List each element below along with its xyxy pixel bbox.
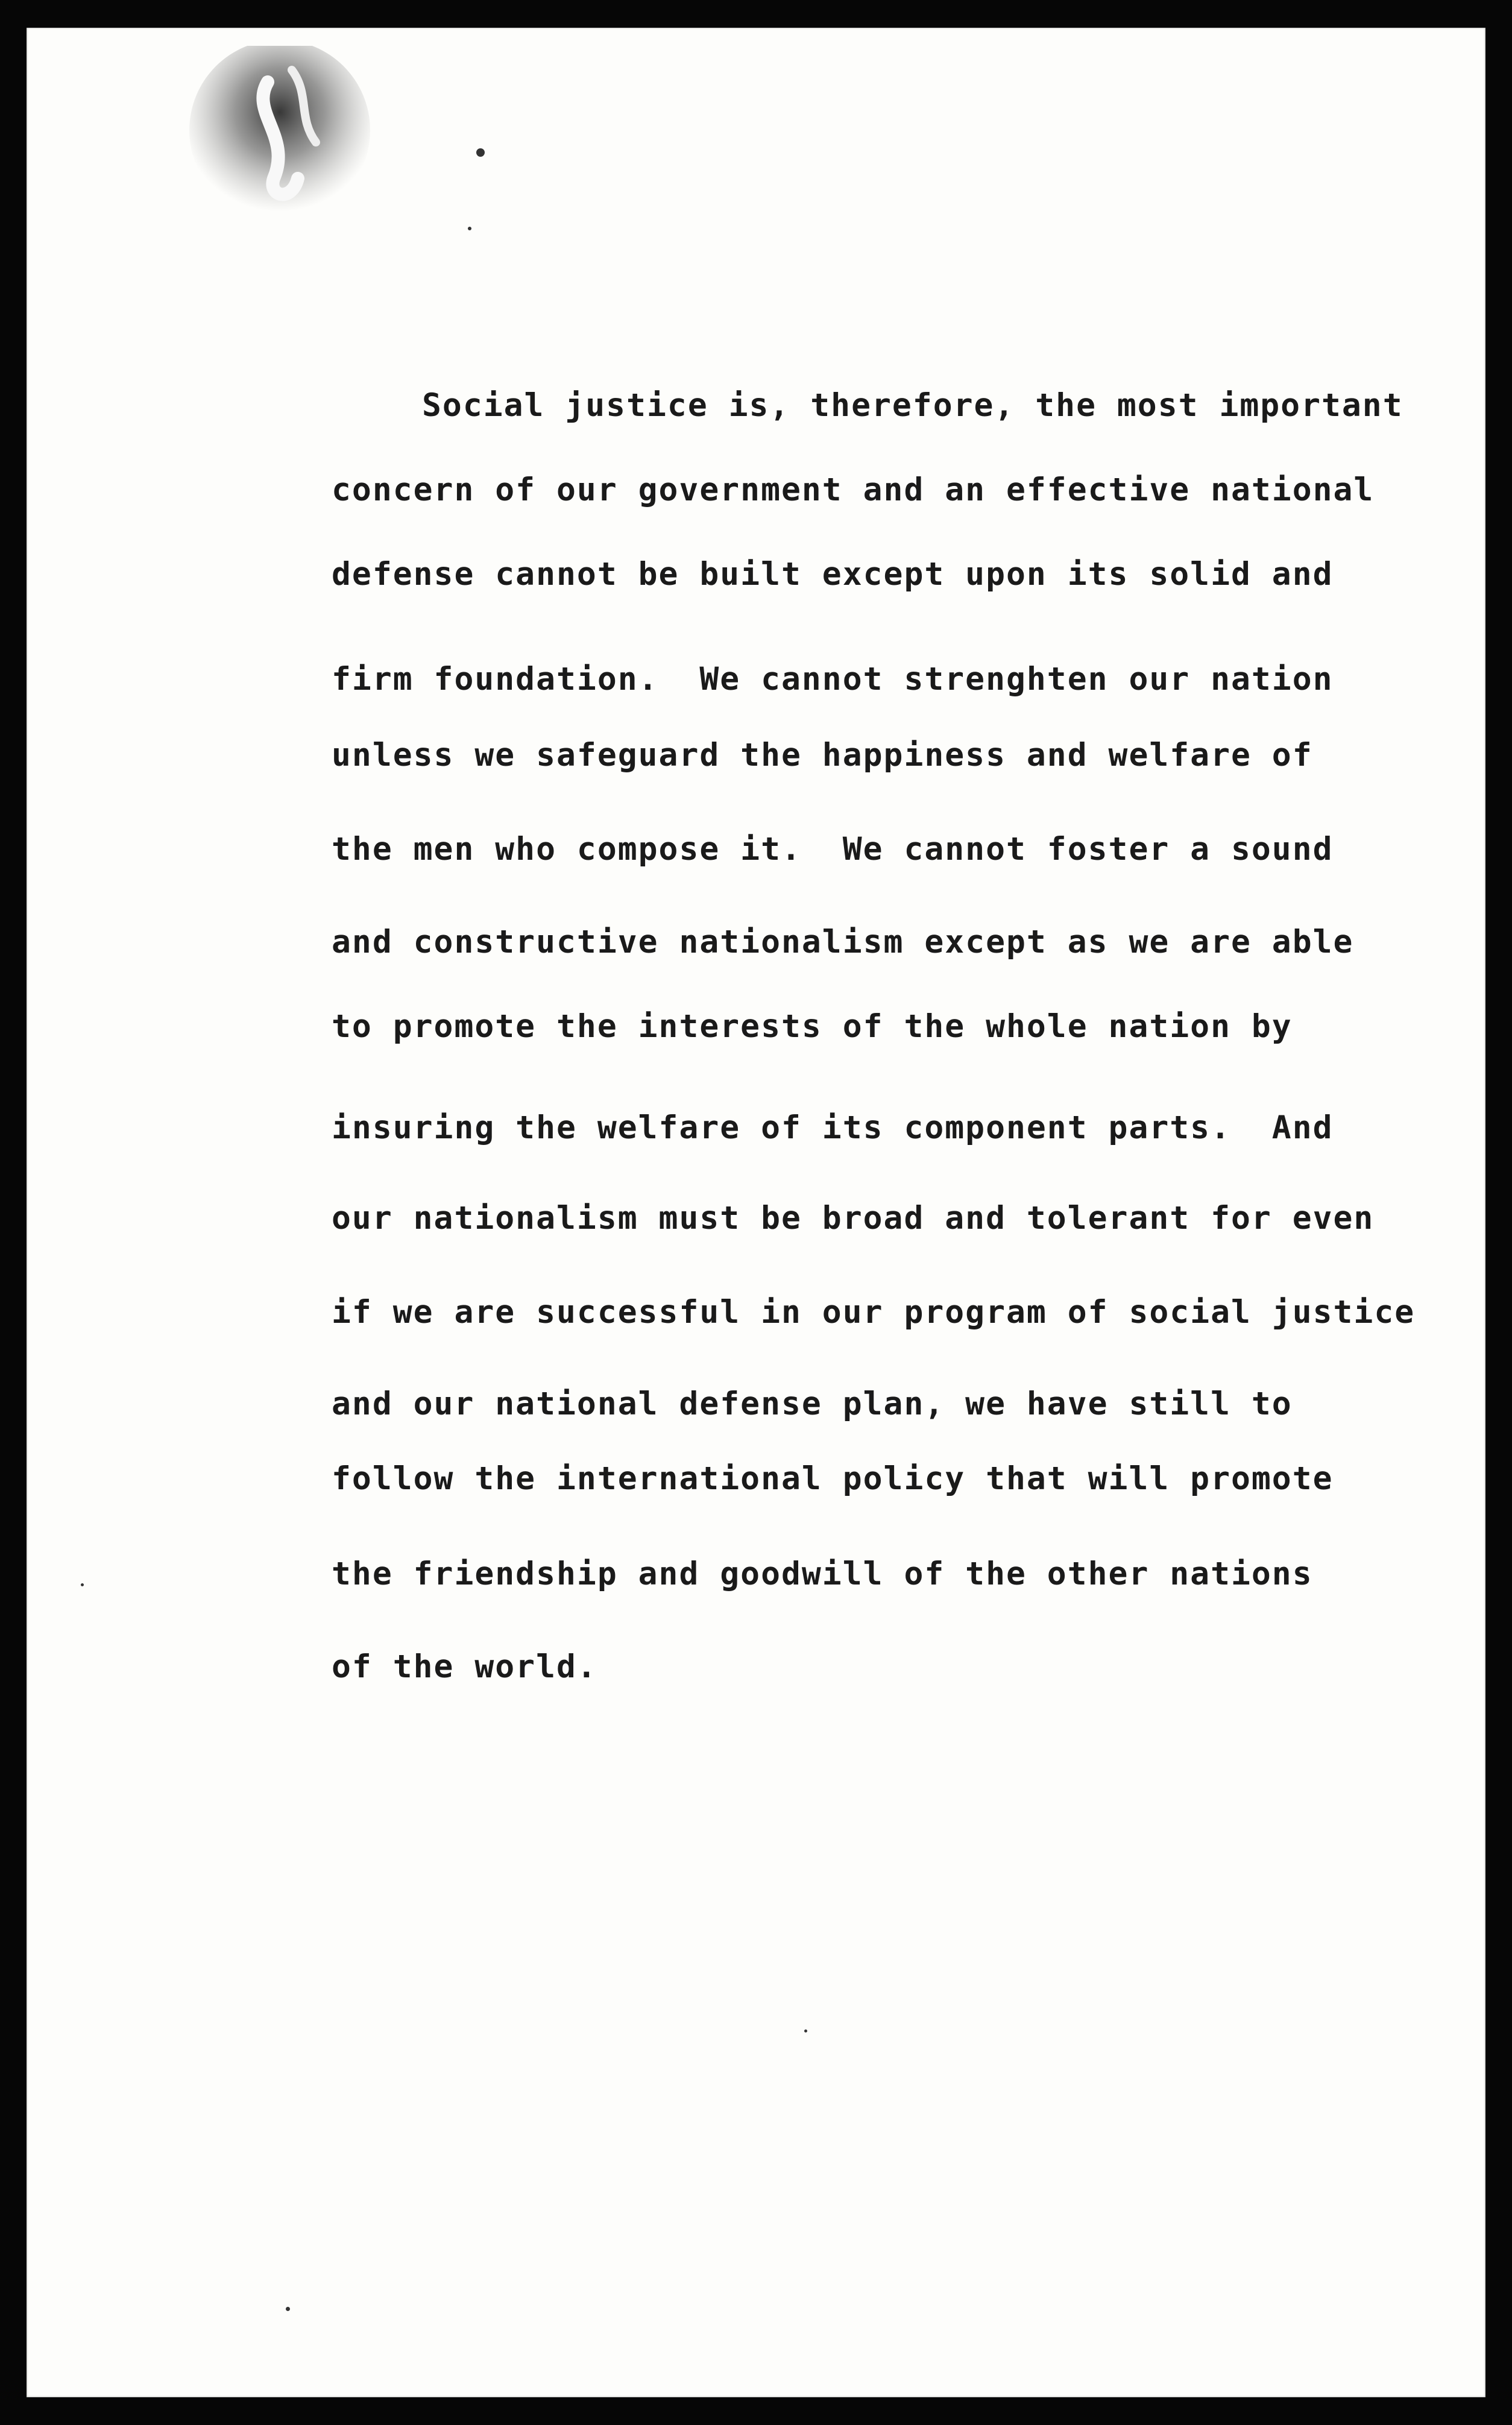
text-line: concern of our government and an effective national (332, 471, 1375, 508)
typed-paragraph (27, 28, 1485, 2397)
text-line: to promote the interests of the whole nation by (332, 1008, 1293, 1045)
text-line: the friendship and goodwill of the other nations (332, 1556, 1313, 1592)
text-line: defense cannot be built except upon its solid and (332, 556, 1334, 593)
text-line: if we are successful in our program of social justice (332, 1294, 1416, 1331)
text-line: the men who compose it. We cannot foster a sound (332, 831, 1334, 868)
document-page (27, 28, 1485, 2397)
text-line: firm foundation. We cannot strenghten our nation (332, 661, 1334, 698)
text-line: unless we safeguard the happiness and welfare of (332, 737, 1313, 774)
text-line: follow the international policy that will promote (332, 1460, 1334, 1497)
text-line: Social justice is, therefore, the most important (422, 387, 1403, 424)
text-line: of the world. (332, 1648, 597, 1685)
text-line: and our national defense plan, we have still to (332, 1386, 1293, 1422)
text-line: insuring the welfare of its component parts. And (332, 1109, 1334, 1146)
text-line: our nationalism must be broad and tolerant for even (332, 1200, 1375, 1237)
text-line: and constructive nationalism except as we are able (332, 924, 1354, 960)
